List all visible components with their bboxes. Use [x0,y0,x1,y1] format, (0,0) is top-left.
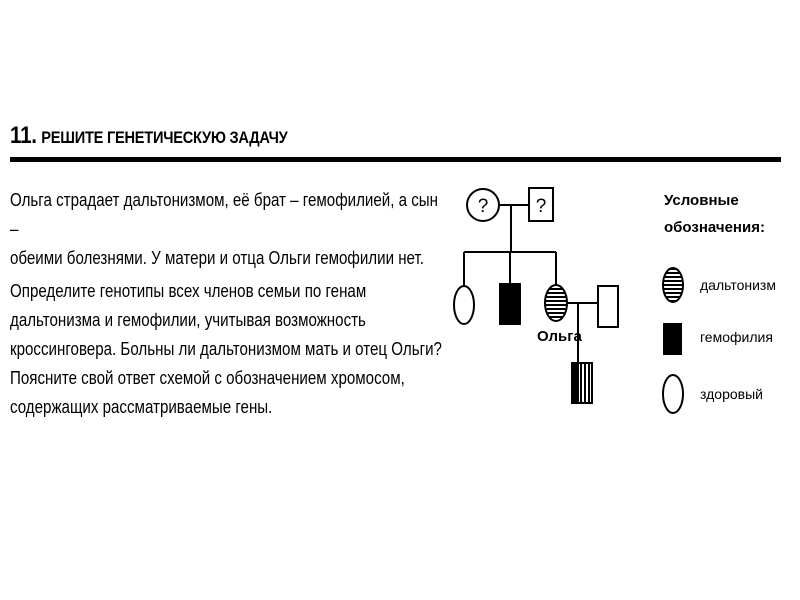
brother-node [500,284,520,324]
text-line: Определите генотипы всех членов семьи по генам [10,281,367,301]
legend-label: гемофилия [700,329,773,345]
olga-node [545,285,567,321]
text-line: содержащих рассматриваемые гены. [10,397,273,417]
task-number: 11. [10,122,37,149]
sister-node [454,286,474,324]
husband-node [598,286,618,327]
father-node [529,188,553,221]
text-line: обеими болезнями. У матери и отца Ольги гемофилии нет. [10,248,424,268]
legend-title: Условные [664,192,739,209]
text-line: кроссинговера. Больны ли дальтонизмом мать и отец Ольги? [10,339,442,359]
text-line: Ольга страдает дальтонизмом, её брат – гемофилией, а сын – [10,190,438,239]
filled-square-icon [663,323,682,355]
mother-node [467,189,499,221]
task-heading: РЕШИТЕ ГЕНЕТИЧЕСКУЮ ЗАДАЧУ [41,128,288,147]
legend-label: дальтонизм [700,277,776,293]
legend-label: здоровый [700,386,763,402]
father-unknown-mark: ? [535,196,547,217]
text-line: Поясните свой ответ схемой с обозначением хромосом, [10,368,405,388]
empty-circle-icon [663,375,683,413]
legend-title: обозначения: [664,219,765,236]
striped-circle-icon [663,268,683,302]
text-line: дальтонизма и гемофилии, учитывая возможность [10,310,366,330]
mother-unknown-mark: ? [477,196,489,217]
son-node [572,363,592,403]
olga-label: Ольга [537,328,582,345]
